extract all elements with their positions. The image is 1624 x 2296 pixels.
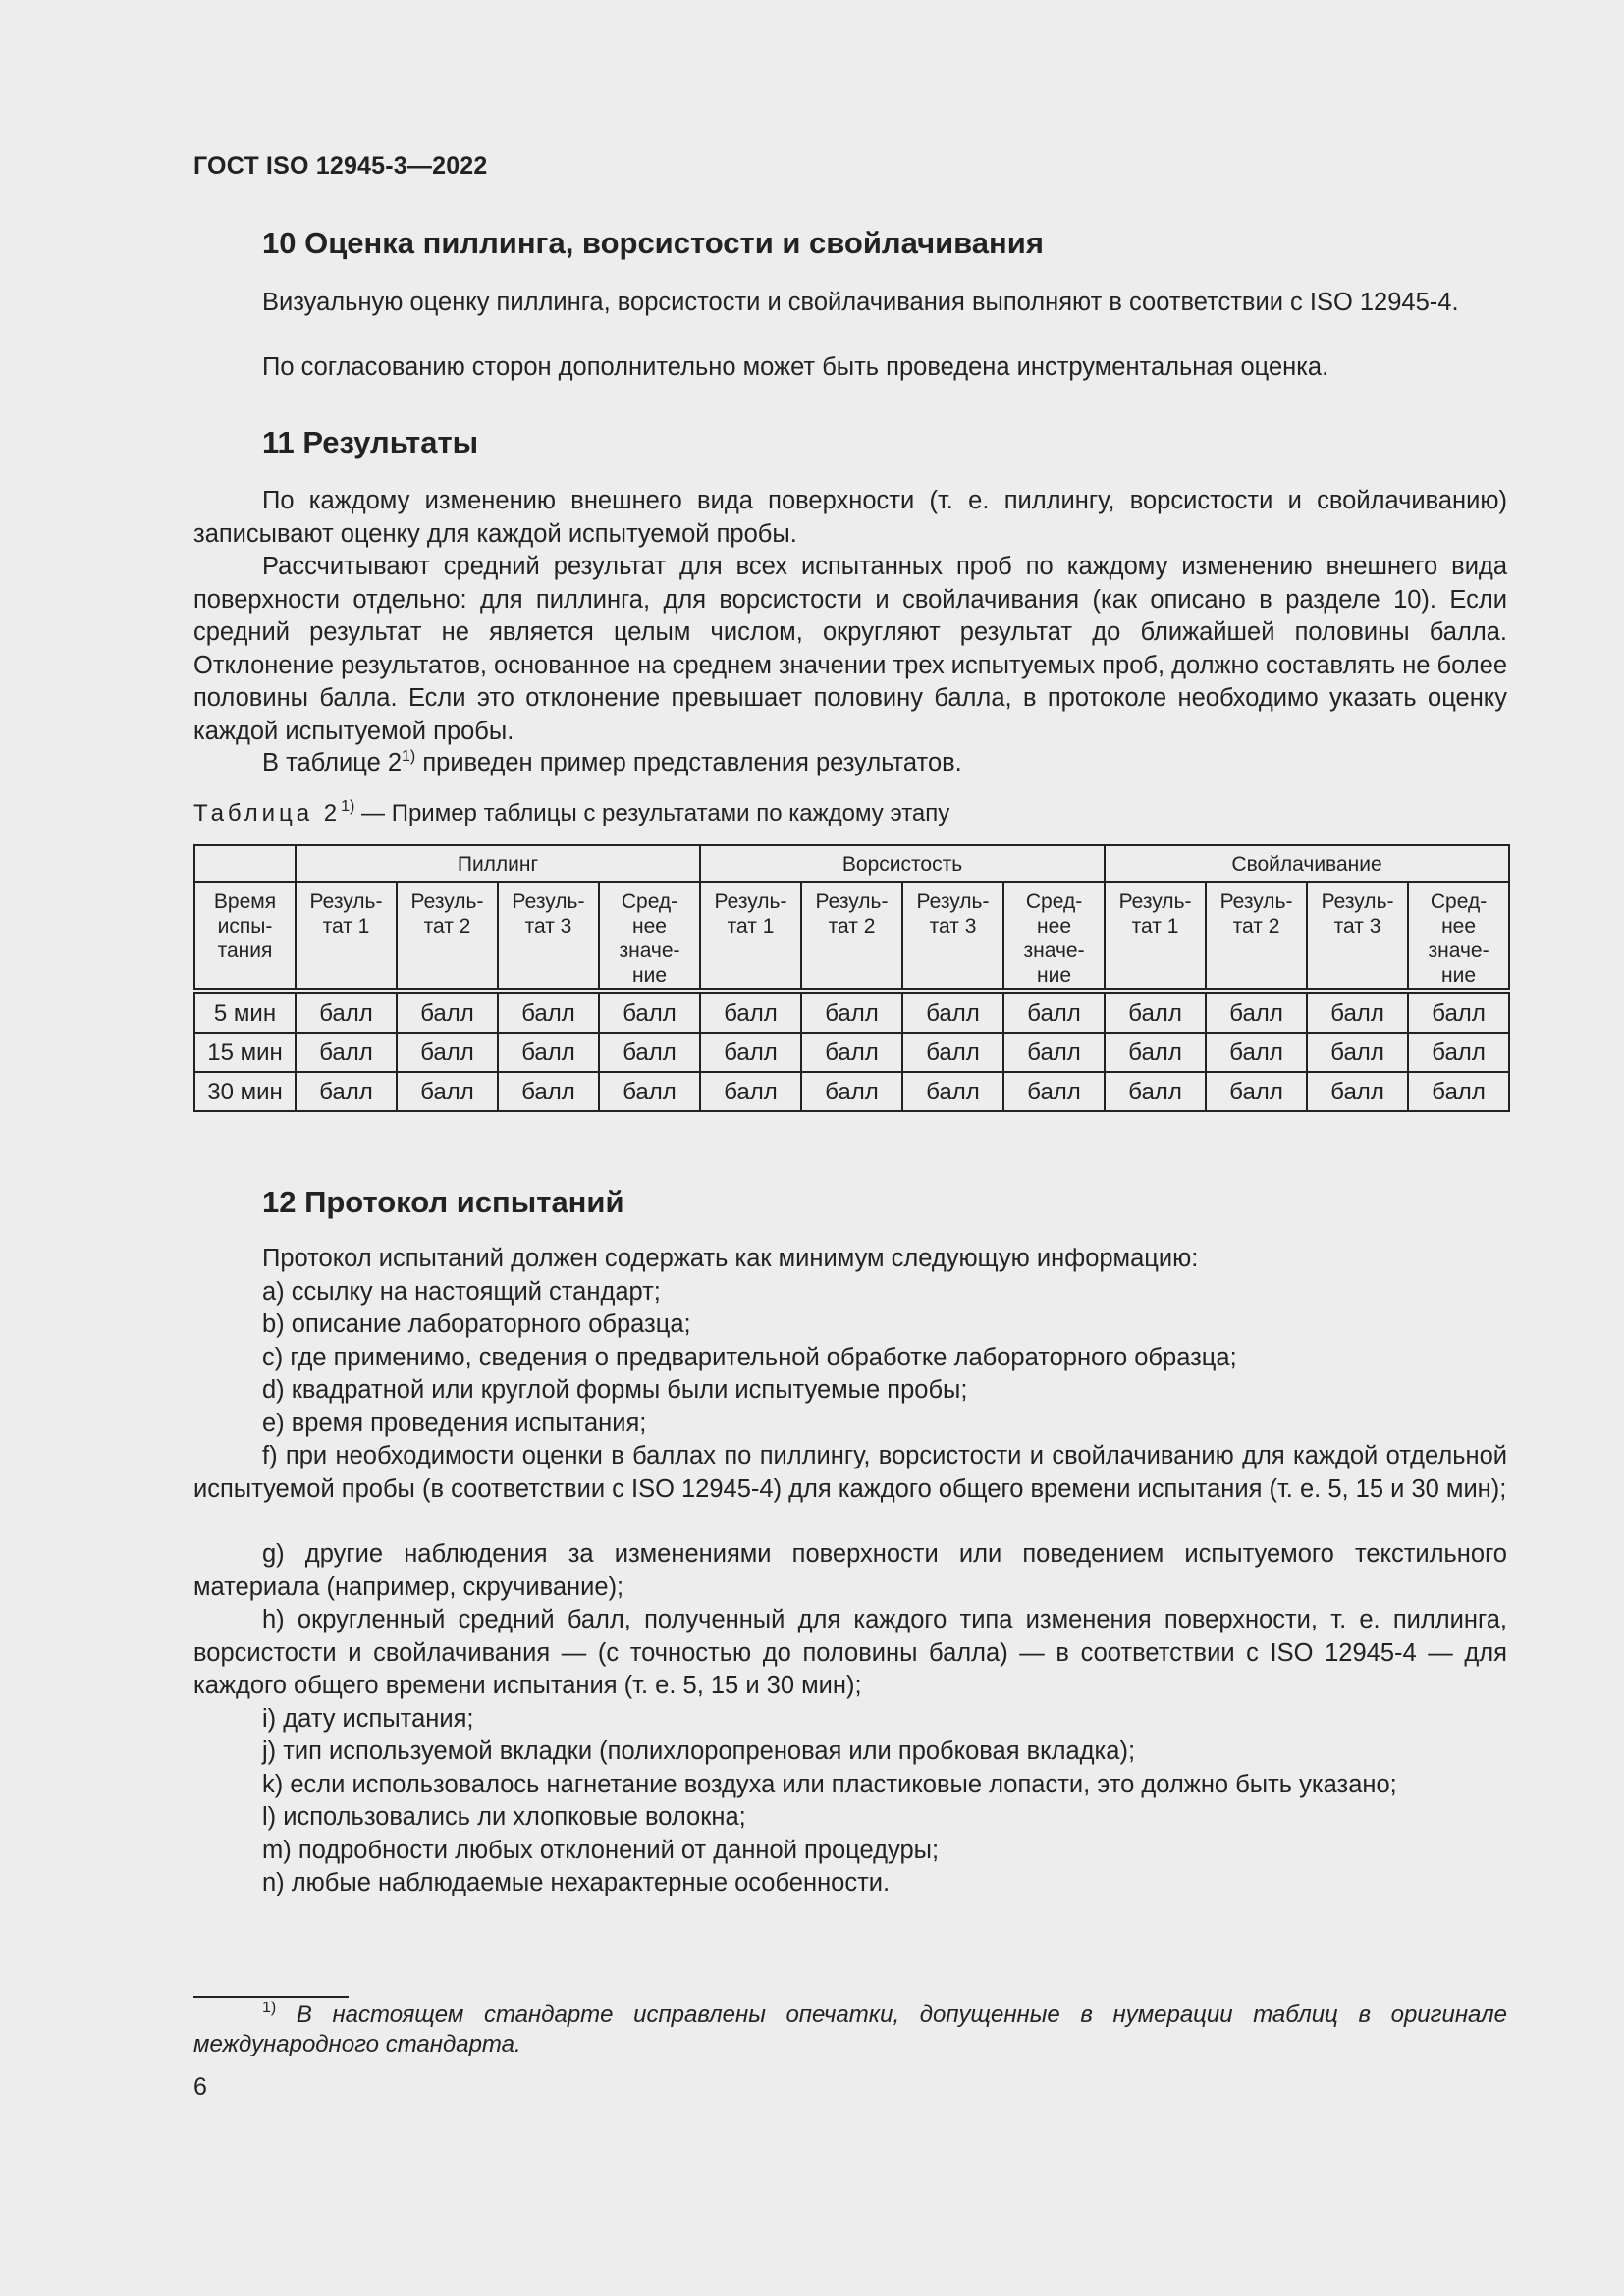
table-corner-cell	[194, 845, 296, 882]
subheader-result-3: Резуль- тат 3	[1307, 882, 1408, 991]
protocol-item-m: m) подробности любых отклонений от данной процедуры;	[262, 1837, 940, 1864]
subheader-result-1: Резуль- тат 1	[296, 882, 397, 991]
table-row	[194, 1072, 1509, 1111]
score-cell: балл	[498, 1033, 599, 1072]
section-11-paragraph-3	[193, 747, 1507, 780]
score-cell: балл	[700, 991, 801, 1033]
score-cell: балл	[1408, 1072, 1509, 1111]
protocol-item-b: b) описание лабораторного образца;	[262, 1310, 691, 1338]
section-12-title: 12 Протокол испытаний	[262, 1185, 624, 1219]
subheader-result-1: Резуль- тат 1	[700, 882, 801, 991]
score-cell: балл	[296, 1072, 397, 1111]
score-cell: балл	[902, 1072, 1003, 1111]
subheader-mean: Сред- нее значе- ние	[1003, 882, 1105, 991]
score-cell: балл	[1105, 991, 1206, 1033]
score-cell: балл	[801, 991, 902, 1033]
group-header-matting: Свойлачивание	[1105, 845, 1509, 882]
protocol-item-a: a) ссылку на настоящий стандарт;	[262, 1278, 661, 1306]
subheader-result-3: Резуль- тат 3	[498, 882, 599, 991]
table-subheader-row	[194, 882, 1509, 991]
score-cell: балл	[801, 1072, 902, 1111]
score-cell: балл	[599, 1033, 700, 1072]
section-11-paragraph-1: По каждому изменению внешнего вида поверхности (т. е. пиллингу, ворсистости и свойлачиванию) записывают оценку для каждой испытуемой пробы.	[193, 487, 1507, 548]
score-cell: балл	[397, 991, 498, 1033]
score-cell: балл	[397, 1033, 498, 1072]
protocol-item-i: i) дату испытания;	[262, 1705, 474, 1733]
group-header-fuzzing: Ворсистость	[700, 845, 1105, 882]
footnote-text: В настоящем стандарте исправлены опечатки, допущенные в нумерации таблиц в оригинале международного стандарта.	[193, 2002, 1507, 2057]
score-cell: балл	[599, 991, 700, 1033]
section-10-paragraph-1: Визуальную оценку пиллинга, ворсистости и свойлачивания выполняют в соответствии с ISO 12945-4.	[262, 289, 1459, 316]
score-cell: балл	[397, 1072, 498, 1111]
score-cell: балл	[1105, 1072, 1206, 1111]
row-time-cell: 30 мин	[194, 1072, 296, 1111]
table-caption	[193, 800, 949, 828]
footnote-ref: 1)	[402, 748, 416, 765]
protocol-item-l: l) использовались ли хлопковые волокна;	[262, 1803, 746, 1831]
score-cell: балл	[801, 1033, 902, 1072]
paragraph-3-end: приведен пример представления результатов.	[415, 749, 962, 776]
section-11-title: 11 Результаты	[262, 425, 479, 459]
footnote-marker: 1)	[262, 2000, 277, 2016]
paragraph-3-start: В таблице 2	[262, 749, 403, 776]
score-cell: балл	[1408, 1033, 1509, 1072]
protocol-intro: Протокол испытаний должен содержать как минимум следующую информацию:	[262, 1245, 1199, 1272]
score-cell: балл	[1003, 1033, 1105, 1072]
score-cell: балл	[1307, 1033, 1408, 1072]
table-caption-label: Таблица 2	[193, 800, 342, 827]
subheader-result-2: Резуль- тат 2	[397, 882, 498, 991]
protocol-item-k: k) если использовалось нагнетание воздуха или пластиковые лопасти, это должно быть указано;	[262, 1771, 1397, 1798]
row-time-cell: 15 мин	[194, 1033, 296, 1072]
document-header: ГОСТ ISO 12945-3—2022	[193, 152, 488, 180]
score-cell: балл	[1105, 1033, 1206, 1072]
subheader-result-2: Резуль- тат 2	[1206, 882, 1307, 991]
protocol-item-j: j) тип используемой вкладки (полихлоропреновая или пробковая вкладка);	[262, 1737, 1136, 1765]
protocol-item-g: g) другие наблюдения за изменениями поверхности или поведением испытуемого текстильного материала (например, скручивание);	[193, 1540, 1507, 1601]
score-cell: балл	[296, 991, 397, 1033]
protocol-item-f: f) при необходимости оценки в баллах по пиллингу, ворсистости и свойлачиванию для каждой отдельной испытуемой пробы (в соответствии с ISO 12945-4) для каждого общего времени испытания (т. е. 5, 15 и 30 мин);	[193, 1442, 1507, 1503]
protocol-item-c: c) где применимо, сведения о предварительной обработке лабораторного образца;	[262, 1344, 1237, 1371]
protocol-item-h: h) округленный средний балл, полученный для каждого типа изменения поверхности, т. е. пиллинга, ворсистости и свойлачивания — (с точностью до половины балла) — в соответствии с ISO 12945-4 — для каждого общего времени испытания (т. е. 5, 15 и 30 мин);	[193, 1606, 1507, 1699]
table-caption-footnote-ref: 1)	[341, 798, 355, 815]
score-cell: балл	[599, 1072, 700, 1111]
score-cell: балл	[498, 1072, 599, 1111]
group-header-pilling: Пиллинг	[296, 845, 700, 882]
score-cell: балл	[700, 1033, 801, 1072]
footnote	[193, 2001, 1507, 2059]
protocol-item-e: e) время проведения испытания;	[262, 1410, 647, 1437]
subheader-mean: Сред- нее значе- ние	[1408, 882, 1509, 991]
protocol-item-n: n) любые наблюдаемые нехарактерные особенности.	[262, 1869, 891, 1896]
score-cell: балл	[498, 991, 599, 1033]
score-cell: балл	[1408, 991, 1509, 1033]
score-cell: балл	[296, 1033, 397, 1072]
score-cell: балл	[1307, 991, 1408, 1033]
table-row	[194, 991, 1509, 1033]
table-group-header-row	[194, 845, 1509, 882]
score-cell: балл	[1307, 1072, 1408, 1111]
score-cell: балл	[1206, 991, 1307, 1033]
subheader-mean: Сред- нее значе- ние	[599, 882, 700, 991]
score-cell: балл	[700, 1072, 801, 1111]
score-cell: балл	[902, 991, 1003, 1033]
score-cell: балл	[1003, 1072, 1105, 1111]
page-number: 6	[193, 2073, 207, 2101]
score-cell: балл	[1003, 991, 1105, 1033]
section-11-paragraph-2: Рассчитывают средний результат для всех испытанных проб по каждому изменению внешнего вида поверхности отдельно: для пиллинга, для ворсистости и свойлачивания (как описано в разделе 10). Если средний результат не является целым числом, округляют результат до ближайшей половины балла. Отклонение результатов, основанное на среднем значении трех испытуемых проб, должно составлять не более половины балла. Если это отклонение превышает половину балла, в протоколе необходимо указать оценку каждой испытуемой пробы.	[193, 553, 1508, 745]
score-cell: балл	[1206, 1033, 1307, 1072]
subheader-result-2: Резуль- тат 2	[801, 882, 902, 991]
time-header: Время испы- тания	[194, 882, 296, 991]
score-cell: балл	[1206, 1072, 1307, 1111]
footnote-divider	[193, 1996, 349, 1998]
protocol-item-d: d) квадратной или круглой формы были испытуемые пробы;	[262, 1376, 968, 1404]
subheader-result-3: Резуль- тат 3	[902, 882, 1003, 991]
table-caption-text: — Пример таблицы с результатами по каждому этапу	[354, 800, 950, 827]
section-10-paragraph-2: По согласованию сторон дополнительно может быть проведена инструментальная оценка.	[262, 353, 1329, 381]
subheader-result-1: Резуль- тат 1	[1105, 882, 1206, 991]
row-time-cell: 5 мин	[194, 991, 296, 1033]
results-table	[193, 844, 1510, 1112]
table-row	[194, 1033, 1509, 1072]
section-10-title: 10 Оценка пиллинга, ворсистости и свойлачивания	[262, 226, 1044, 260]
score-cell: балл	[902, 1033, 1003, 1072]
